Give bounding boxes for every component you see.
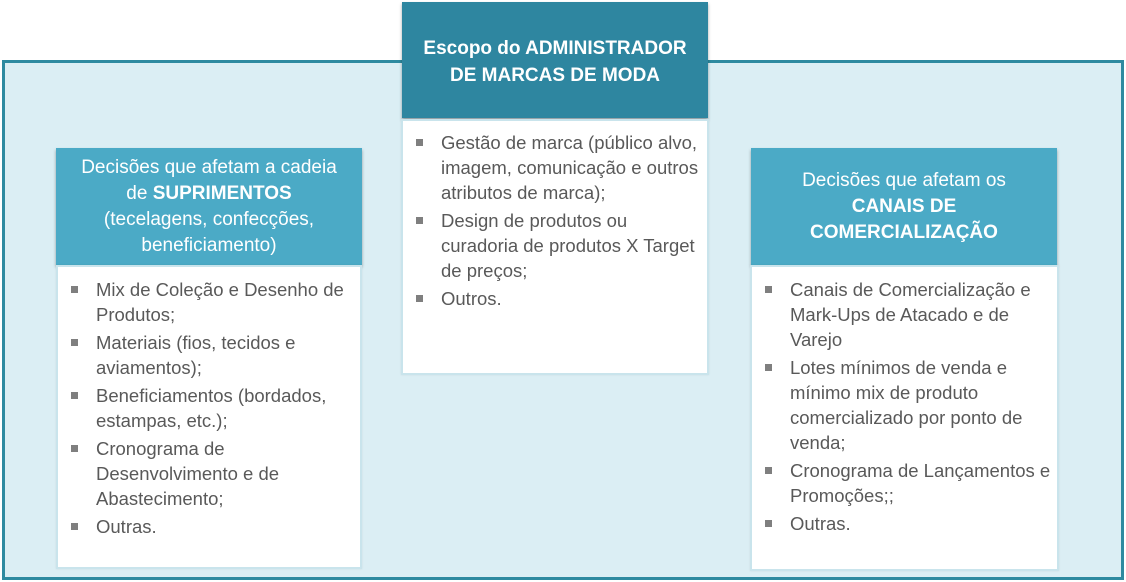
square-bullet-icon [71, 286, 78, 293]
center-header [402, 2, 708, 118]
square-bullet-icon [765, 286, 772, 293]
list-item: Outras. [68, 514, 354, 539]
list-item: Lotes mínimos de venda e mínimo mix de produto comercializado por ponto de venda; [762, 355, 1051, 455]
square-bullet-icon [765, 364, 772, 371]
center-title-line2: DE MARCAS DE MODA [449, 65, 661, 86]
square-bullet-icon [416, 139, 423, 146]
list-item: Cronograma de Desenvolvimento e de Abastecimento; [68, 436, 354, 511]
square-bullet-icon [71, 392, 78, 399]
supply-panel [56, 265, 362, 569]
list-item: Gestão de marca (público alvo, imagem, comunicação e outros atributos de marca); [413, 130, 701, 205]
supply-title-line4: beneficiamento) [141, 234, 277, 256]
square-bullet-icon [765, 467, 772, 474]
list-item: Mix de Coleção e Desenho de Produtos; [68, 277, 354, 327]
center-title-line1: Escopo do ADMINISTRADOR [423, 38, 687, 59]
list-item: Outros. [413, 286, 701, 311]
list-item: Canais de Comercialização e Mark-Ups de Atacado e de Varejo [762, 277, 1051, 352]
list-item: Beneficiamentos (bordados, estampas, etc.); [68, 383, 354, 433]
square-bullet-icon [765, 520, 772, 527]
square-bullet-icon [71, 445, 78, 452]
supply-title-line3: (tecelagens, confecções, [103, 208, 315, 230]
supply-list [68, 277, 354, 539]
channels-list [762, 277, 1051, 536]
list-item: Materiais (fios, tecidos e aviamentos); [68, 330, 354, 380]
supply-title-line1: Decisões que afetam a cadeia [81, 156, 337, 178]
channels-title-line1: Decisões que afetam os [802, 169, 1006, 191]
list-item: Cronograma de Lançamentos e Promoções;; [762, 458, 1051, 508]
square-bullet-icon [71, 339, 78, 346]
list-item: Design de produtos ou curadoria de produtos X Target de preços; [413, 208, 701, 283]
list-item: Outras. [762, 511, 1051, 536]
square-bullet-icon [416, 295, 423, 302]
supply-title-line2: de SUPRIMENTOS [126, 182, 292, 204]
center-panel [401, 119, 709, 375]
channels-title-line2: CANAIS DE [851, 195, 957, 217]
square-bullet-icon [71, 523, 78, 530]
square-bullet-icon [416, 217, 423, 224]
center-list [413, 130, 701, 311]
channels-header [751, 148, 1057, 265]
supply-header [56, 148, 362, 265]
channels-panel [750, 265, 1059, 571]
channels-title-line3: COMERCIALIZAÇÃO [810, 221, 998, 243]
